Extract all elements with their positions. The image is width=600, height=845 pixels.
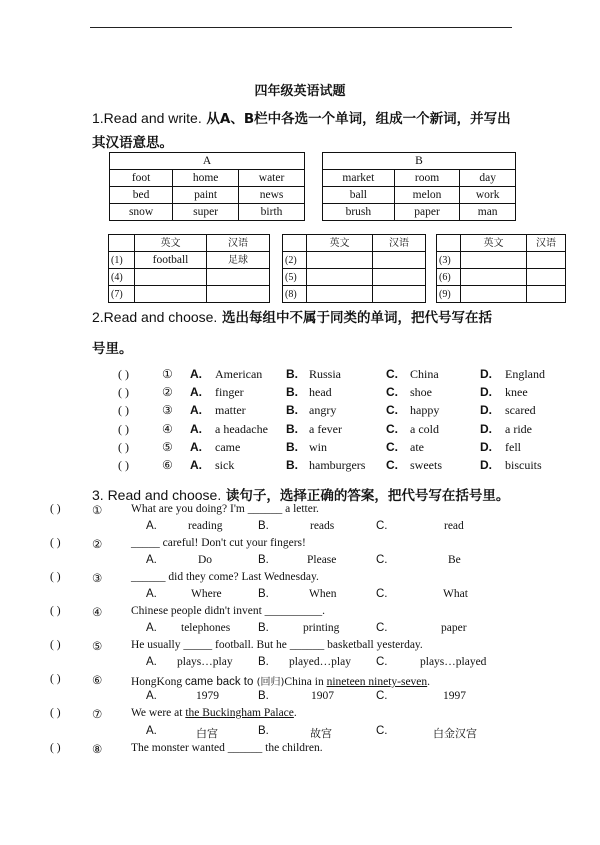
option-b: printing bbox=[303, 622, 340, 634]
answer-en-cell[interactable] bbox=[461, 269, 527, 286]
s3-options-6 bbox=[0, 690, 600, 708]
table-cell: water bbox=[239, 170, 305, 187]
option-c: read bbox=[444, 520, 464, 532]
answer-en-cell[interactable] bbox=[307, 269, 373, 286]
table-cell: foot bbox=[110, 170, 173, 187]
option-b: played…play bbox=[289, 656, 351, 668]
answer-paren[interactable]: ( ) bbox=[118, 422, 129, 436]
item-number: ③ bbox=[162, 403, 173, 417]
answer-paren[interactable]: ( ) bbox=[50, 605, 61, 617]
answer-header-en: 英文 bbox=[135, 235, 207, 252]
option-c: ate bbox=[410, 440, 424, 454]
s3-options-5 bbox=[0, 656, 600, 674]
option-b: When bbox=[309, 588, 337, 600]
option-d: scared bbox=[505, 403, 536, 417]
option-a: matter bbox=[215, 403, 246, 417]
table-a bbox=[109, 152, 305, 221]
option-letter: B. bbox=[258, 656, 269, 668]
table-row bbox=[110, 170, 305, 187]
answer-paren[interactable]: ( ) bbox=[118, 385, 129, 399]
question-text-part: China in bbox=[284, 676, 327, 688]
top-rule bbox=[90, 27, 512, 28]
option-b: head bbox=[309, 385, 332, 399]
answer-en-cell[interactable]: football bbox=[135, 252, 207, 269]
option-a: plays…play bbox=[177, 656, 233, 668]
option-c: plays…played bbox=[420, 656, 487, 668]
item-number: ④ bbox=[92, 607, 103, 619]
option-letter: B. bbox=[258, 588, 269, 600]
table-row bbox=[323, 187, 516, 204]
answer-cn-cell[interactable] bbox=[373, 269, 426, 286]
s3-options-3 bbox=[0, 588, 600, 606]
option-a: reading bbox=[188, 520, 223, 532]
option-letter: B. bbox=[258, 554, 269, 566]
answer-num: (6) bbox=[437, 269, 461, 286]
answer-paren[interactable]: ( ) bbox=[50, 742, 61, 754]
table-cell: paper bbox=[394, 204, 460, 221]
option-letter: A. bbox=[146, 690, 157, 702]
answer-en-cell[interactable] bbox=[135, 286, 207, 303]
table-cell: snow bbox=[110, 204, 173, 221]
answer-header-cn: 汉语 bbox=[373, 235, 426, 252]
answer-cn-cell[interactable] bbox=[373, 252, 426, 269]
option-letter: C. bbox=[386, 385, 398, 399]
option-letter: B. bbox=[286, 458, 298, 472]
option-letter: C. bbox=[376, 622, 388, 634]
option-letter: B. bbox=[258, 690, 269, 702]
option-letter: B. bbox=[286, 422, 298, 436]
question-text-part: (回归) bbox=[256, 677, 285, 688]
option-letter: A. bbox=[146, 622, 157, 634]
answer-paren[interactable]: ( ) bbox=[118, 403, 129, 417]
question-text-part: came back to bbox=[185, 676, 257, 688]
option-b: hamburgers bbox=[309, 458, 366, 472]
answer-table-2 bbox=[282, 234, 426, 303]
table-cell: work bbox=[460, 187, 516, 204]
table-row bbox=[283, 252, 426, 269]
answer-paren[interactable]: ( ) bbox=[50, 673, 61, 685]
answer-header-cn: 汉语 bbox=[207, 235, 270, 252]
option-a: a headache bbox=[215, 422, 268, 436]
item-number: ① bbox=[162, 367, 173, 381]
section3-heading-cn: 读句子，选择正确的答案，把代号写在括号里。 bbox=[221, 488, 510, 504]
page-title: 四年级英语试题 bbox=[254, 84, 346, 99]
s3-options-2 bbox=[0, 554, 600, 572]
answer-table-1 bbox=[108, 234, 270, 303]
answer-num: (1) bbox=[109, 252, 135, 269]
option-letter: A. bbox=[146, 725, 157, 737]
table-b-header: B bbox=[323, 153, 516, 170]
option-letter: D. bbox=[480, 440, 492, 454]
table-cell: man bbox=[460, 204, 516, 221]
answer-paren[interactable]: ( ) bbox=[50, 707, 61, 719]
table-row bbox=[323, 170, 516, 187]
table-cell: ball bbox=[323, 187, 395, 204]
option-letter: D. bbox=[480, 458, 492, 472]
option-letter: A. bbox=[146, 520, 157, 532]
option-letter: B. bbox=[258, 520, 269, 532]
answer-table-3 bbox=[436, 234, 566, 303]
option-letter: D. bbox=[480, 367, 492, 381]
section3-heading-en: 3. Read and choose. bbox=[92, 487, 222, 503]
option-letter: A. bbox=[190, 403, 202, 417]
option-c: a cold bbox=[410, 422, 439, 436]
option-c: What bbox=[443, 588, 468, 600]
item-number: ① bbox=[92, 505, 103, 517]
section2-heading-cn: 选出每组中不属于同类的单词，把代号写在括 bbox=[217, 310, 493, 326]
option-b: angry bbox=[309, 403, 337, 417]
option-letter: B. bbox=[286, 440, 298, 454]
option-c: shoe bbox=[410, 385, 432, 399]
item-number: ④ bbox=[162, 422, 173, 436]
answer-cn-cell[interactable] bbox=[527, 286, 566, 303]
answer-paren[interactable]: ( ) bbox=[50, 503, 61, 515]
table-row bbox=[323, 204, 516, 221]
option-letter: C. bbox=[386, 403, 398, 417]
table-cell: birth bbox=[239, 204, 305, 221]
answer-en-cell[interactable] bbox=[307, 252, 373, 269]
answer-cn-cell[interactable]: 足球 bbox=[207, 252, 270, 269]
table-row bbox=[109, 286, 270, 303]
option-c: paper bbox=[441, 622, 467, 634]
question-text: What are you doing? I'm ______ a letter. bbox=[131, 503, 319, 515]
option-letter: D. bbox=[480, 403, 492, 417]
option-a: telephones bbox=[181, 622, 231, 634]
option-d: fell bbox=[505, 440, 521, 454]
option-a: Do bbox=[198, 554, 213, 566]
option-d: England bbox=[505, 367, 545, 381]
s3-options-4 bbox=[0, 622, 600, 640]
answer-num: (8) bbox=[283, 286, 307, 303]
item-number: ⑥ bbox=[162, 458, 173, 472]
option-c: happy bbox=[410, 403, 440, 417]
option-d: biscuits bbox=[505, 458, 542, 472]
option-letter: B. bbox=[258, 622, 269, 634]
option-letter: A. bbox=[146, 554, 157, 566]
table-cell: melon bbox=[394, 187, 460, 204]
question-text-part: . bbox=[293, 707, 297, 719]
option-b: reads bbox=[310, 520, 335, 532]
option-letter: D. bbox=[480, 422, 492, 436]
answer-paren[interactable]: ( ) bbox=[50, 639, 61, 651]
table-cell: paint bbox=[173, 187, 239, 204]
option-letter: C. bbox=[386, 422, 398, 436]
answer-num: (3) bbox=[437, 252, 461, 269]
option-a: American bbox=[215, 367, 263, 381]
answer-cn-cell[interactable] bbox=[527, 252, 566, 269]
answer-cn-cell[interactable] bbox=[373, 286, 426, 303]
answer-num: (5) bbox=[283, 269, 307, 286]
item-number: ⑤ bbox=[92, 641, 103, 653]
option-b: 故宫 bbox=[310, 727, 332, 740]
item-number: ⑧ bbox=[92, 744, 103, 756]
table-row bbox=[283, 269, 426, 286]
answer-paren[interactable]: ( ) bbox=[50, 537, 61, 549]
answer-paren[interactable]: ( ) bbox=[118, 367, 129, 381]
option-a: Where bbox=[191, 588, 222, 600]
s3-options-1 bbox=[0, 520, 600, 538]
option-letter: C. bbox=[376, 588, 388, 600]
table-row bbox=[437, 252, 566, 269]
question-underlined: the Buckingham Palace bbox=[185, 707, 294, 719]
option-b: a fever bbox=[309, 422, 342, 436]
answer-header-cn: 汉语 bbox=[527, 235, 566, 252]
option-letter: C. bbox=[386, 367, 398, 381]
answer-header-en: 英文 bbox=[307, 235, 373, 252]
option-b: 1907 bbox=[311, 690, 334, 702]
table-cell: super bbox=[173, 204, 239, 221]
option-letter: A. bbox=[146, 588, 157, 600]
option-letter: A. bbox=[146, 656, 157, 668]
question-text: ______ did they come? Last Wednesday. bbox=[131, 571, 319, 583]
option-b: win bbox=[309, 440, 327, 454]
table-cell: room bbox=[394, 170, 460, 187]
question-text: The monster wanted ______ the children. bbox=[131, 742, 323, 754]
item-number: ⑥ bbox=[92, 675, 103, 687]
option-a: 1979 bbox=[196, 690, 219, 702]
question-text-part: We were at bbox=[131, 707, 186, 719]
section2-heading bbox=[92, 307, 492, 328]
question-text bbox=[131, 707, 297, 719]
option-letter: C. bbox=[386, 458, 398, 472]
option-letter: A. bbox=[190, 367, 202, 381]
item-number: ② bbox=[92, 539, 103, 551]
table-cell: home bbox=[173, 170, 239, 187]
answer-paren[interactable]: ( ) bbox=[118, 440, 129, 454]
item-number: ② bbox=[162, 385, 173, 399]
option-letter: A. bbox=[190, 458, 202, 472]
option-letter: C. bbox=[376, 690, 388, 702]
table-row bbox=[283, 286, 426, 303]
option-letter: C. bbox=[376, 554, 388, 566]
option-letter: D. bbox=[480, 385, 492, 399]
answer-num: (2) bbox=[283, 252, 307, 269]
question-text bbox=[131, 673, 430, 688]
table-row bbox=[437, 269, 566, 286]
option-letter: A. bbox=[190, 440, 202, 454]
table-cell: bed bbox=[110, 187, 173, 204]
question-text-part: . bbox=[427, 676, 431, 688]
s3-options-7 bbox=[0, 725, 600, 743]
answer-en-cell[interactable] bbox=[135, 269, 207, 286]
table-row bbox=[110, 187, 305, 204]
option-letter: A. bbox=[190, 385, 202, 399]
option-d: knee bbox=[505, 385, 528, 399]
answer-header-en: 英文 bbox=[461, 235, 527, 252]
answer-en-cell[interactable] bbox=[461, 252, 527, 269]
table-cell: market bbox=[323, 170, 395, 187]
answer-num: (9) bbox=[437, 286, 461, 303]
answer-en-cell[interactable] bbox=[307, 286, 373, 303]
section2-heading-en: 2.Read and choose. bbox=[92, 309, 218, 325]
option-letter: B. bbox=[286, 367, 298, 381]
table-cell: day bbox=[460, 170, 516, 187]
table-a-header: A bbox=[110, 153, 305, 170]
table-row bbox=[109, 269, 270, 286]
item-number: ⑦ bbox=[92, 709, 103, 721]
table-b bbox=[322, 152, 516, 221]
item-number: ③ bbox=[92, 573, 103, 585]
question-text: Chinese people didn't invent __________. bbox=[131, 605, 326, 617]
option-letter: B. bbox=[286, 385, 298, 399]
table-cell: news bbox=[239, 187, 305, 204]
answer-cn-cell[interactable] bbox=[207, 286, 270, 303]
table-row bbox=[109, 252, 270, 269]
option-letter: C. bbox=[376, 725, 388, 737]
option-b: Please bbox=[307, 554, 337, 566]
option-b: Russia bbox=[309, 367, 342, 381]
option-letter: A. bbox=[190, 422, 202, 436]
option-c: sweets bbox=[410, 458, 442, 472]
section1-heading-en: 1.Read and write. bbox=[92, 110, 202, 126]
question-text: _____ careful! Don't cut your fingers! bbox=[131, 537, 306, 549]
question-text: He usually _____ football. But he ______ basketball yesterday. bbox=[131, 639, 423, 651]
question-underlined: nineteen ninety-seven bbox=[326, 676, 428, 688]
answer-paren[interactable]: ( ) bbox=[50, 571, 61, 583]
answer-num: (7) bbox=[109, 286, 135, 303]
option-d: a ride bbox=[505, 422, 532, 436]
option-c: 白金汉宫 bbox=[433, 727, 477, 740]
answer-cn-cell[interactable] bbox=[207, 269, 270, 286]
option-c: 1997 bbox=[443, 690, 466, 702]
answer-cn-cell[interactable] bbox=[527, 269, 566, 286]
option-letter: C. bbox=[376, 520, 388, 532]
option-letter: B. bbox=[286, 403, 298, 417]
option-letter: C. bbox=[386, 440, 398, 454]
answer-num: (4) bbox=[109, 269, 135, 286]
section1-heading-cn: 从A、B栏中各选一个单词，组成一个新词，并写出 bbox=[201, 111, 511, 127]
answer-en-cell[interactable] bbox=[461, 286, 527, 303]
table-row bbox=[437, 286, 566, 303]
section1-heading-line2: 其汉语意思。 bbox=[92, 135, 173, 151]
option-c: Be bbox=[448, 554, 461, 566]
option-a: finger bbox=[215, 385, 244, 399]
option-a: sick bbox=[215, 458, 235, 472]
table-cell: brush bbox=[323, 204, 395, 221]
table-row bbox=[110, 204, 305, 221]
option-letter: B. bbox=[258, 725, 269, 737]
option-a: 白宫 bbox=[196, 727, 218, 740]
section2-heading-line2: 号里。 bbox=[92, 341, 133, 357]
option-letter: C. bbox=[376, 656, 388, 668]
option-c: China bbox=[410, 367, 439, 381]
option-a: came bbox=[215, 440, 241, 454]
section1-heading bbox=[92, 108, 511, 129]
question-text-part: HongKong bbox=[131, 676, 185, 688]
item-number: ⑤ bbox=[162, 440, 173, 454]
answer-paren[interactable]: ( ) bbox=[118, 458, 129, 472]
